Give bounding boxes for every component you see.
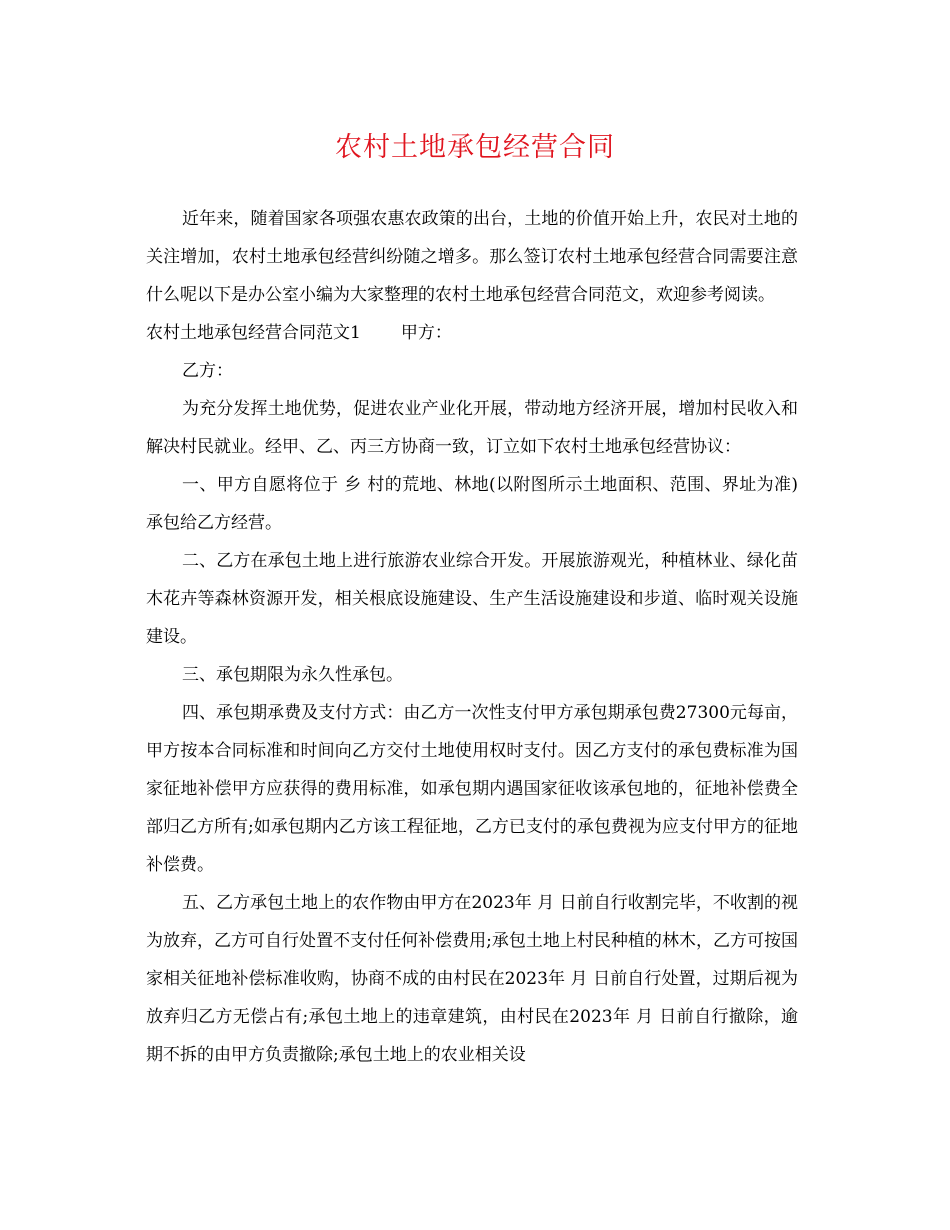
party-a-label: 甲方： (400, 323, 452, 343)
sample-heading-line (146, 314, 798, 352)
intro-paragraph: 近年来，随着国家各项强农惠农政策的出台，土地的价值开始上升，农民对土地的关注增加，农村土地承包经营纠纷随之增多。那么签订农村土地承包经营合同需要注意什么呢以下是办公室小编为大家整理的农村土地承包经营合同范文，欢迎参考阅读。 (146, 209, 798, 305)
clause-1: 一、甲方自愿将位于 乡 村的荒地、林地(以附图所示土地面积、范围、界址为准)承包给乙方经营。 (146, 475, 798, 533)
document-body (146, 200, 798, 1074)
clause-2: 二、乙方在承包土地上进行旅游农业综合开发。开展旅游观光，种植林业、绿化苗木花卉等森林资源开发，相关根底设施建设、生产生活设施建设和步道、临时观关设施建设。 (146, 551, 798, 647)
party-b-label: 乙方： (182, 361, 233, 381)
clause-5: 五、乙方承包土地上的农作物由甲方在2023年 月 日前自行收割完毕，不收割的视为放弃，乙方可自行处置不支付任何补偿费用;承包土地上村民种植的林木，乙方可按国家相关征地补偿标准收购，协商不成的由村民在2023年 月 日前自行处置，过期后视为放弃归乙方无偿占有;承包土地上的违章建筑，由村民在2023年 月 日前自行撤除，逾期不拆的由甲方负责撤除;承包土地上的农业相关设 (146, 893, 798, 1065)
sample-heading: 农村土地承包经营合同范文1 (146, 323, 361, 343)
document-title: 农村土地承包经营合同 (335, 132, 615, 163)
purpose-paragraph: 为充分发挥土地优势，促进农业产业化开展，带动地方经济开展，增加村民收入和解决村民就业。经甲、乙、丙三方协商一致，订立如下农村土地承包经营协议： (146, 399, 798, 457)
clause-3: 三、承包期限为永久性承包。 (182, 665, 403, 685)
clause-4: 四、承包期承费及支付方式：由乙方一次性支付甲方承包期承包费27300元每亩，甲方按本合同标准和时间向乙方交付土地使用权时支付。因乙方支付的承包费标准为国家征地补偿甲方应获得的费用标准，如承包期内遇国家征收该承包地的，征地补偿费全部归乙方所有;如承包期内乙方该工程征地，乙方已支付的承包费视为应支付甲方的征地补偿费。 (146, 703, 798, 875)
